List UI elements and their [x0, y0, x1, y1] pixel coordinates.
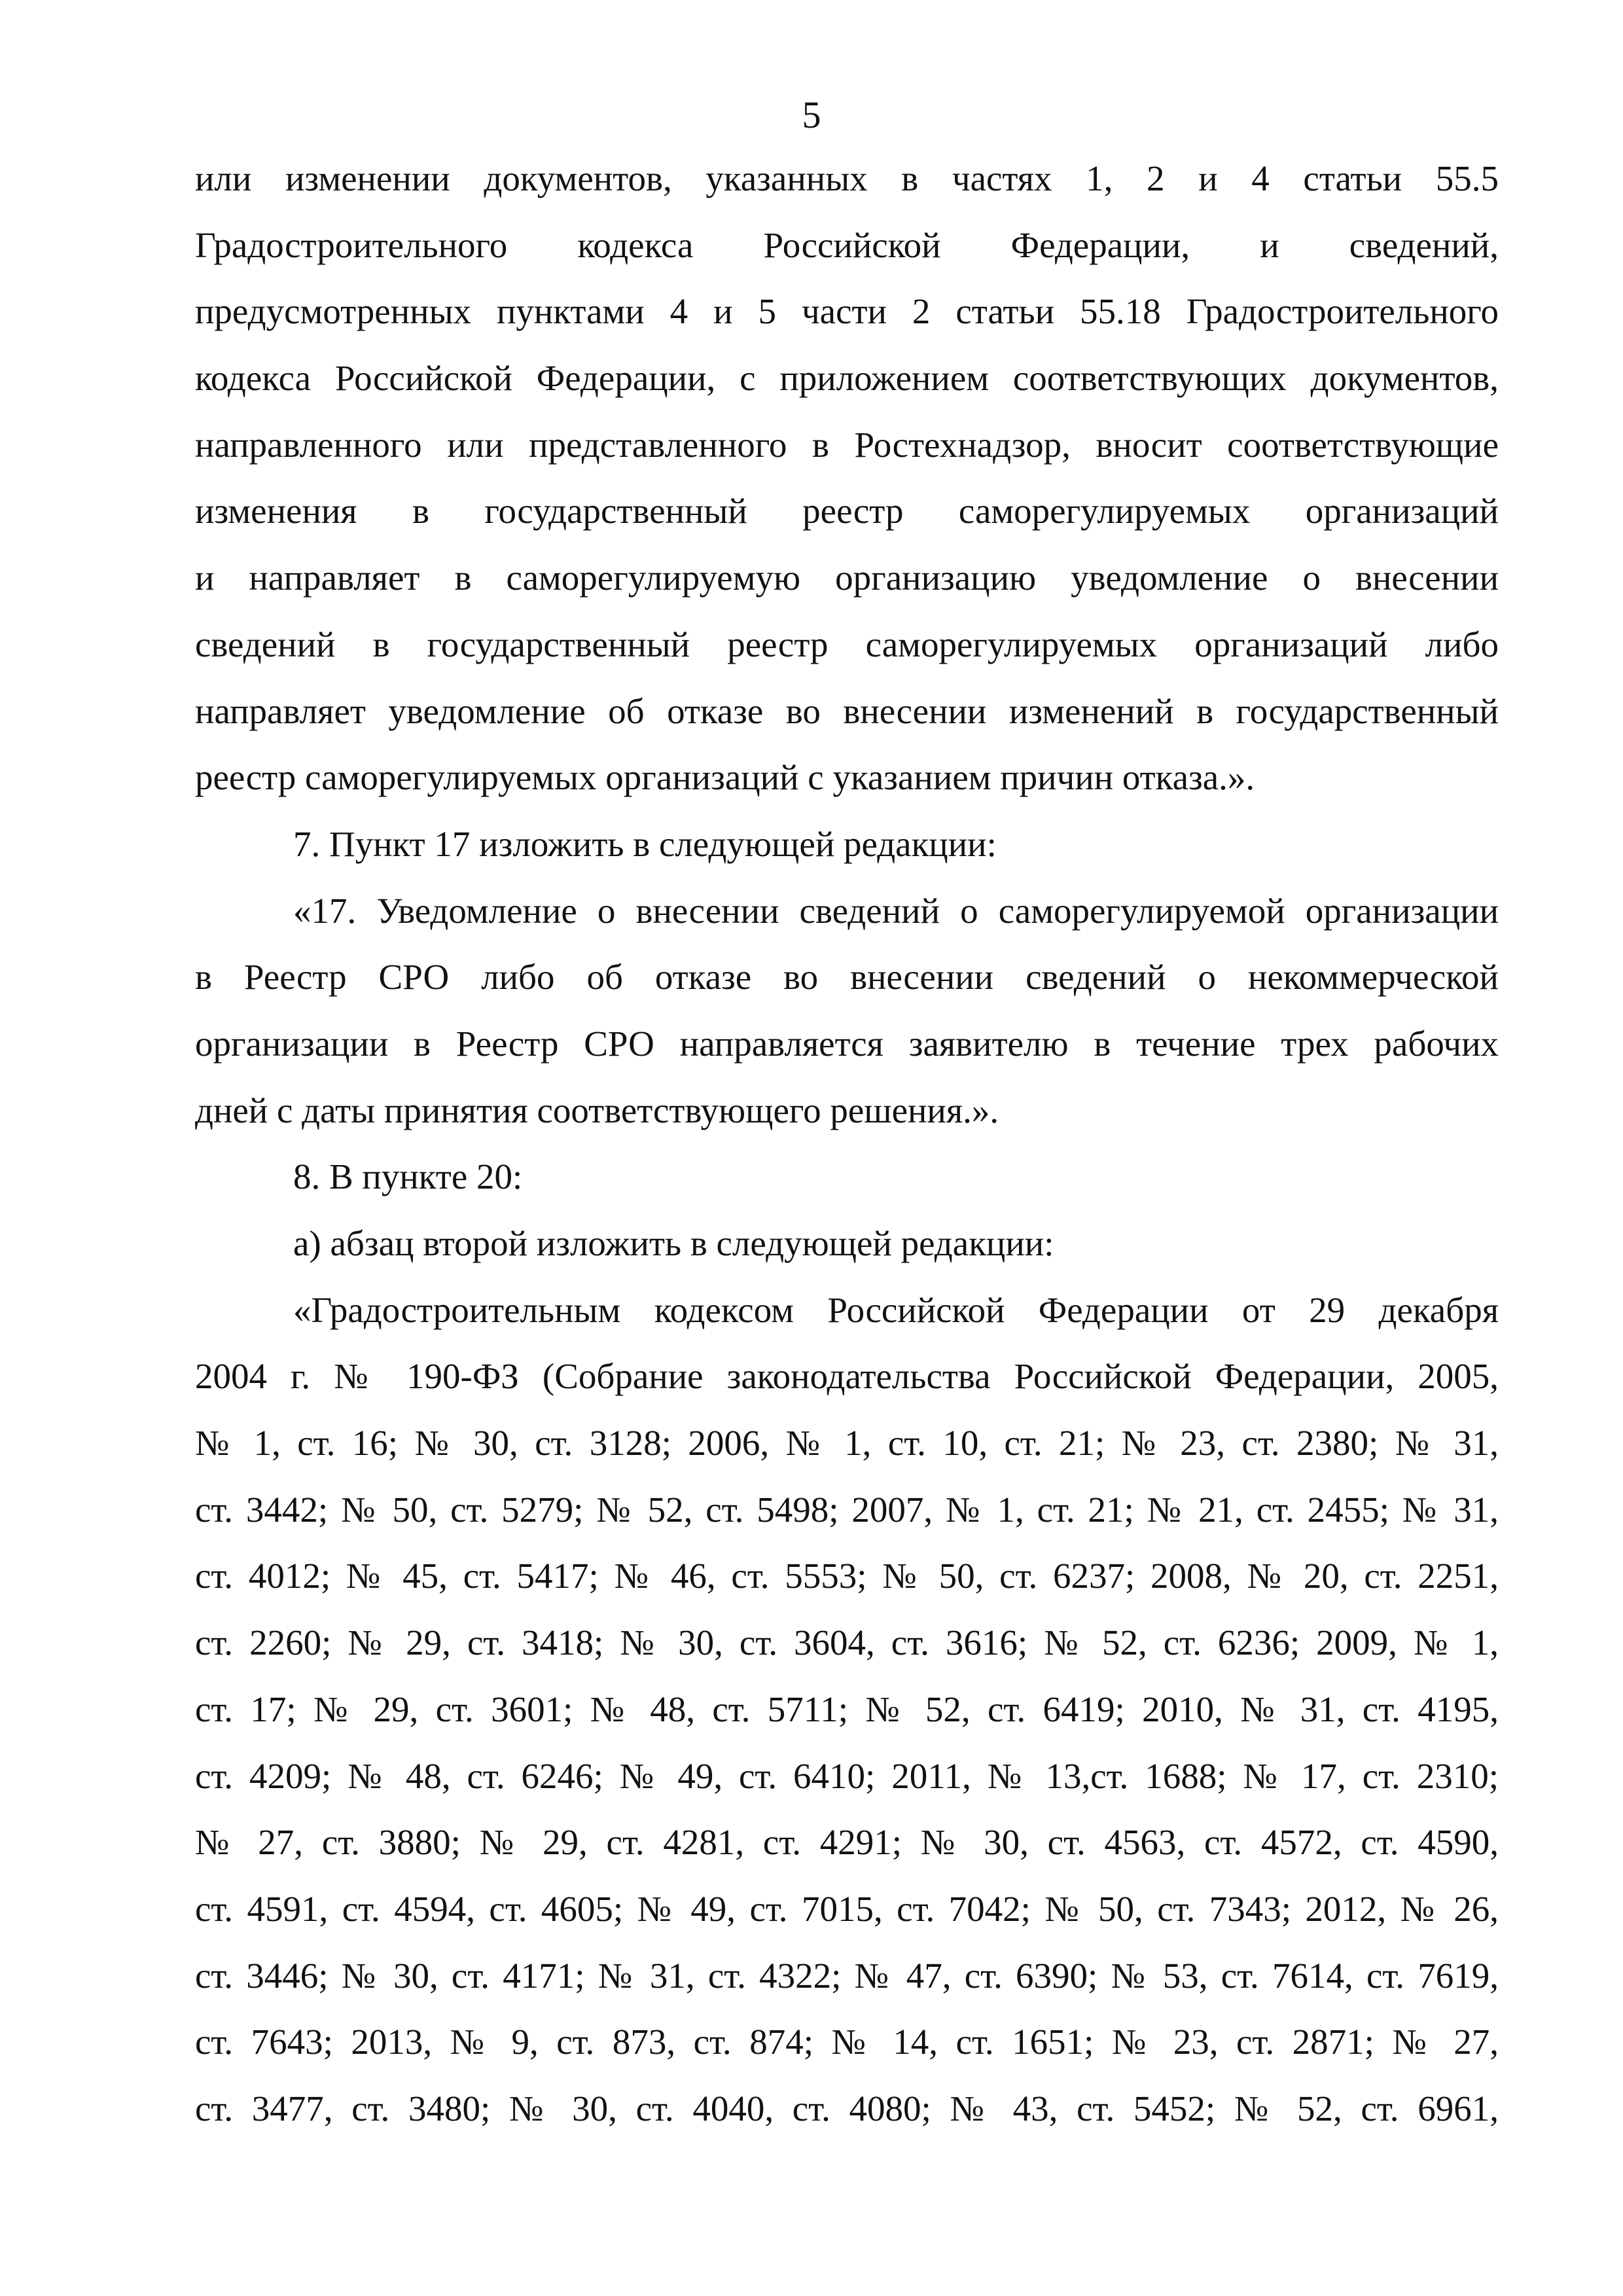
text-line: кодекса Российской Федерации, с приложением соответствующих документов,	[195, 358, 1499, 399]
text-line: направляет уведомление об отказе во внесении изменений в государственный	[195, 691, 1499, 731]
text-line: ст. 3442; № 50, ст. 5279; № 52, ст. 5498; 2007, № 1, ст. 21; № 21, ст. 2455; № 31,	[195, 1489, 1499, 1530]
text-line: а) абзац второй изложить в следующей редакции:	[293, 1223, 1054, 1263]
text-line: «17. Уведомление о внесении сведений о саморегулируемой организации	[293, 890, 1499, 931]
text-line: организации в Реестр СРО направляется заявителю в течение трех рабочих	[195, 1023, 1499, 1064]
text-line: № 1, ст. 16; № 30, ст. 3128; 2006, № 1, ст. 10, ст. 21; № 23, ст. 2380; № 31,	[195, 1423, 1499, 1463]
text-line: и направляет в саморегулируемую организацию уведомление о внесении	[195, 558, 1499, 598]
text-line: ст. 7643; 2013, № 9, ст. 873, ст. 874; № 14, ст. 1651; № 23, ст. 2871; № 27,	[195, 2022, 1499, 2062]
text-line: дней с даты принятия соответствующего решения.».	[195, 1090, 999, 1130]
document-body	[195, 145, 1499, 2142]
text-line: изменения в государственный реестр саморегулируемых организаций	[195, 491, 1499, 531]
text-line: реестр саморегулируемых организаций с указанием причин отказа.».	[195, 757, 1255, 798]
text-line: 8. В пункте 20:	[293, 1157, 523, 1197]
text-line: ст. 3477, ст. 3480; № 30, ст. 4040, ст. 4080; № 43, ст. 5452; № 52, ст. 6961,	[195, 2088, 1499, 2128]
text-line: или изменении документов, указанных в частях 1, 2 и 4 статьи 55.5	[195, 158, 1499, 198]
text-line: предусмотренных пунктами 4 и 5 части 2 статьи 55.18 Градостроительного	[195, 291, 1499, 332]
text-line: ст. 2260; № 29, ст. 3418; № 30, ст. 3604, ст. 3616; № 52, ст. 6236; 2009, № 1,	[195, 1623, 1499, 1663]
text-line: направленного или представленного в Ростехнадзор, вносит соответствующие	[195, 424, 1499, 465]
text-line: сведений в государственный реестр саморегулируемых организаций либо	[195, 624, 1499, 664]
page-number: 5	[802, 94, 821, 136]
text-line: Градостроительного кодекса Российской Федерации, и сведений,	[195, 224, 1499, 265]
text-line: «Градостроительным кодексом Российской Федерации от 29 декабря	[293, 1289, 1499, 1330]
text-line: 7. Пункт 17 изложить в следующей редакции:	[293, 823, 997, 864]
text-line: ст. 3446; № 30, ст. 4171; № 31, ст. 4322; № 47, ст. 6390; № 53, ст. 7614, ст. 7619,	[195, 1955, 1499, 1996]
text-line: ст. 4012; № 45, ст. 5417; № 46, ст. 5553; № 50, ст. 6237; 2008, № 20, ст. 2251,	[195, 1556, 1499, 1596]
text-line: в Реестр СРО либо об отказе во внесении сведений о некоммерческой	[195, 957, 1499, 997]
text-line: ст. 17; № 29, ст. 3601; № 48, ст. 5711; № 52, ст. 6419; 2010, № 31, ст. 4195,	[195, 1689, 1499, 1729]
text-line: ст. 4591, ст. 4594, ст. 4605; № 49, ст. 7015, ст. 7042; № 50, ст. 7343; 2012, № 26,	[195, 1888, 1499, 1929]
text-line: ст. 4209; № 48, ст. 6246; № 49, ст. 6410; 2011, № 13,ст. 1688; № 17, ст. 2310;	[195, 1755, 1499, 1796]
text-line: 2004 г. № 190-ФЗ (Собрание законодательства Российской Федерации, 2005,	[195, 1356, 1499, 1397]
text-line: № 27, ст. 3880; № 29, ст. 4281, ст. 4291; № 30, ст. 4563, ст. 4572, ст. 4590,	[195, 1822, 1499, 1863]
